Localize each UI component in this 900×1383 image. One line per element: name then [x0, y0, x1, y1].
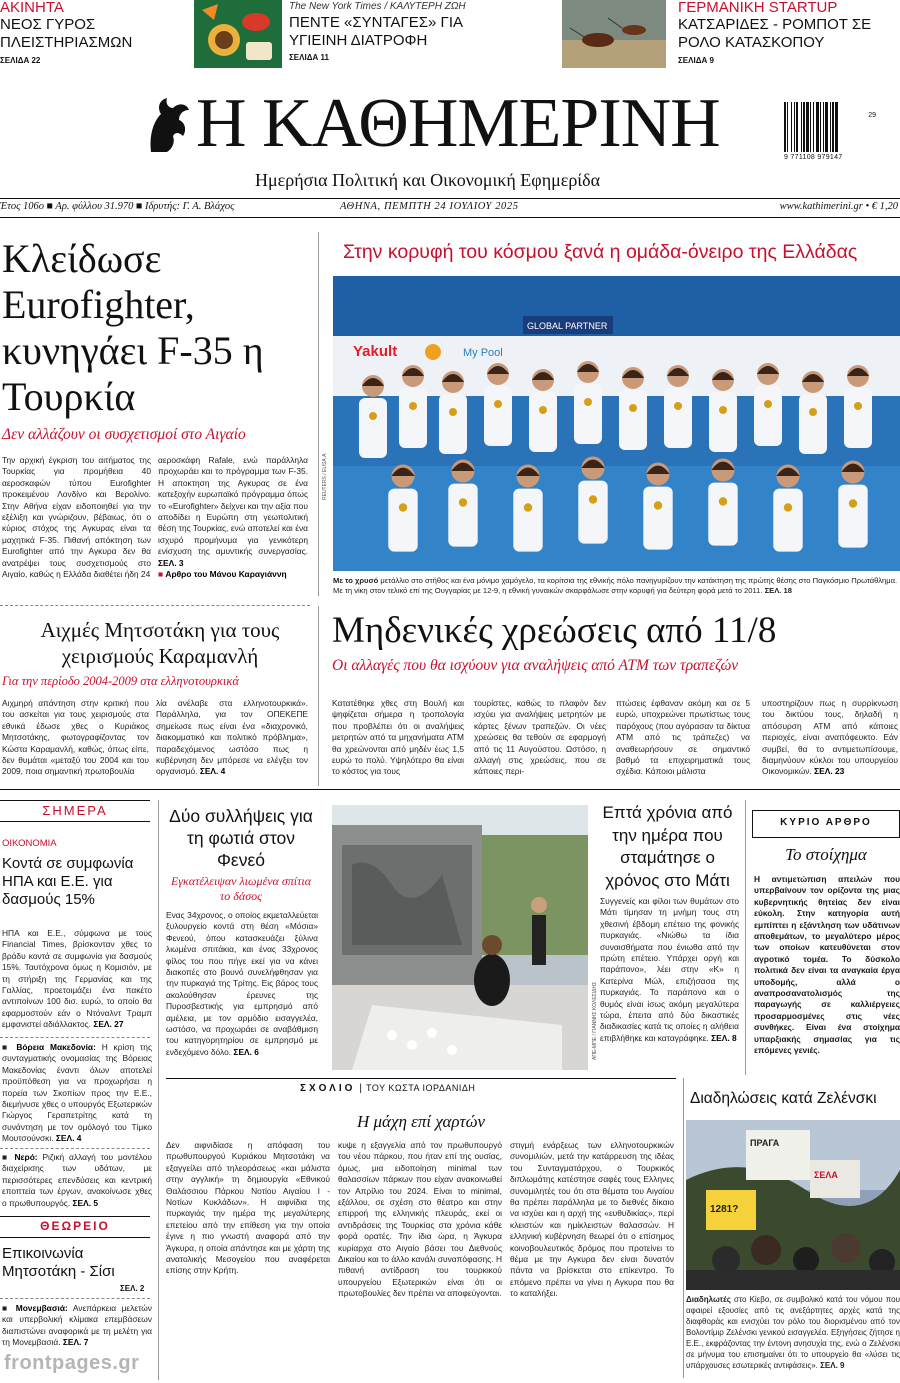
brief-1-lead: Βόρεια Μακεδονία:	[16, 1042, 96, 1052]
today-ref-3[interactable]: ΣΕΛ. 5	[72, 1197, 99, 1208]
kyiv-protest-photo	[686, 1120, 900, 1290]
feneos-deck: Εγκατέλειψαν λιωμένα σπίτια το δάσος	[170, 874, 312, 903]
svg-text:GLOBAL PARTNER: GLOBAL PARTNER	[527, 321, 608, 331]
mati-ref[interactable]: ΣΕΛ. 8	[711, 1032, 737, 1043]
mati-headline[interactable]: Επτά χρόνια από την ημέρα που σταμάτησε ο χρόνος στο Μάτι	[602, 803, 733, 890]
atm-headline[interactable]: Μηδενικές χρεώσεις από 11/8	[332, 610, 777, 651]
atm-col-1	[332, 698, 464, 778]
teaser-kicker: ΑΚΙΝΗΤΑ	[0, 0, 64, 16]
masthead-title: Η ΚΑΘΗΜΕΡΙΝΗ	[196, 85, 720, 162]
lead-deck: Δεν αλλάζουν οι συσχετισμοί στο Αιγαίο	[2, 426, 246, 443]
teaser-page: ΣΕΛΙΔΑ 11	[289, 53, 329, 62]
comment-author: ΤΟΥ ΚΩΣΤΑ ΙΟΡΔΑΝΙΔΗ	[366, 1083, 476, 1093]
editorial-body-text: Η αντιμετώπιση απειλών που υπερβαίνουν τον ορίζοντα της μιας κυβερνητικής θητείας δεν είναι εύκολη. Στην κατηγορία αυτή εμπίπτει η εξάντληση των υδάτινων αποθεμάτων, το μεγαλύτερο μέρος των οποίων κατευθύνεται στον αγροτικό τομέα. Το δύσκολο πολιτικά δεν είναι τα αναγκαία έργα υποδομής, αλλά ο αναπροσανατολισμός της παραγωγής σε καλλιέργειες προσαρμοσμένες στις νέες συνθήκες. Είναι ένα στοίχημα υπαρξιακής σημασίας για τις επόμενες γενιές.	[754, 874, 900, 1056]
brief-2-text: Ριζική αλλαγή του μοντέλου διαχείρισης των υδάτων, με περισσότερες επενδύσεις και κεντρική εποπτεία των έργων, ανακοίνωσε χθες ο πρωθυπουργός.	[2, 1152, 152, 1208]
brief-2-lead: Νερό:	[14, 1152, 38, 1162]
teaser-1[interactable]	[0, 0, 170, 70]
today-brief-1: ■ Βόρεια Μακεδονία: Η κρίση της συνταγματικής ονομασίας της Βόρειας Μακεδονίας έναντι όλων αποτελεί προϋπόθεση για να προχωρήσει η πορεία των Σκοπίων προς την Ε.Ε., διεμήνυσε χθες ο υπουργός Εξωτερικών Γιώργος Γεραπετρίτης κατά τη συνάντηση με τον ομόλογό του Τίμκο Μουτσούνσκι. ΣΕΛ. 4	[2, 1042, 152, 1144]
karamanlis-text-1: Αιχμηρή απάντηση στην κριτική που του ασκείται για τους χειρισμούς στα εθνικά έδωσε χθες ο Κυριάκος Μητσοτάκης, φωτογραφίζοντας τον Κώστα Καραμανλή, καθώς, όπως είπε, δεν θυμάται «μεταξύ του 2004 και του 2009, ποια σημαντική πρωτοβουλία	[2, 698, 149, 776]
barcode-top: 29	[868, 112, 876, 119]
brief-3-lead: Μονεμβασιά:	[15, 1303, 68, 1313]
karamanlis-headline[interactable]: Αιχμές Μητσοτάκη για τους χειρισμούς Καραμανλή	[40, 618, 280, 668]
editorial-headline[interactable]: Το στοίχημα	[785, 845, 867, 864]
teaser-title: ΚΑΤΣΑΡΙΔΕΣ - ΡΟΜΠΟΤ ΣΕ ΡΟΛΟ ΚΑΤΑΣΚΟΠΟΥ	[678, 16, 872, 51]
sign-2: ΣΕΛΑ	[814, 1170, 838, 1180]
mati-memorial-photo	[332, 805, 588, 1070]
barcode	[784, 94, 876, 166]
teaser-2[interactable]	[289, 0, 549, 70]
today-body	[2, 928, 152, 1032]
teaser-page: ΣΕΛΙΔΑ 9	[678, 56, 714, 65]
lead-headline[interactable]: Κλείδωσε Eurofighter, κυνηγάει F-35 η Τουρκία	[2, 236, 264, 419]
dateline	[0, 200, 900, 216]
dateline-date: ΑΘΗΝΑ, ΠΕΜΠΤΗ 24 ΙΟΥΛΙΟΥ 2025	[340, 201, 519, 212]
sign-1: ΠΡΑΓΑ	[750, 1138, 780, 1148]
karamanlis-col-1	[2, 698, 149, 776]
comment-col-2	[338, 1140, 502, 1380]
comment-headline[interactable]: Η μάχη επί χαρτών	[356, 1112, 486, 1131]
caption-text: μετάλλιο στο στήθος και ένα μόνιμο χαμόγελο, τα κορίτσια της εθνικής πόλο πανηγυρίζουν την κατάκτηση της πρώτης θέσης στο Παγκόσμιο Πρωτάθλημα. Με τη νίκη στον τελικό επί της Ουγγαρίας με 12-9, η εθνική γυναικών σκαρφάλωσε στην κορυφή για δεύτερη φορά μετά το 2011.	[333, 576, 898, 595]
today-body-text: ΗΠΑ και Ε.Ε., σύμφωνα με τους Financial Times, βρίσκονταν χθες το βράδυ κοντά σε συμφωνία για δασμούς 15%. Ταυτόχρονα όμως η Κομισιόν, με τη στήριξη της Γερμανίας και της Γαλλίας, προετοιμάζει ένα πακέτο αντιποίνων 100 δισ. ευρώ, το οποίο θα εφαρμοστούν εάν ο Ντόναλντ Τραμπ εμφανιστεί αδιάλλακτος.	[2, 928, 152, 1030]
comment-col-3	[510, 1140, 674, 1380]
atm-text-1: Κατατέθηκε χθες στη Βουλή και ψηφίζεται σήμερα η τροπολογία που προβλέπει ότι οι αναλήψεις μετρητών από τα μηχανήματα ATM θα χρεώνονται από μηδέν έως 1,5 ευρώ το πολύ. Υψηλότερο θα είναι το κόστος για τους	[332, 698, 464, 777]
karamanlis-text-2: λία ανέλαβε στα ελληνοτουρκικά». Παράλληλα, για τον ΟΠΕΚΕΠΕ σημείωσε πως είναι ένα «διαχρονικό, διακομματικό και πολιτικό πρόβλημα», παραδεχόμενος ωστόσο πως η κυβέρνηση δεν μπόρεσε να ελέγξει τον οργανισμό.	[156, 698, 308, 776]
brief-1-text: Η κρίση της συνταγματικής ονομασίας της Βόρειας Μακεδονίας έναντι όλων αποτελεί προϋπόθεση για να προχωρήσει η πορεία των Σκοπίων προς την Ε.Ε., διεμήνυσε χθες ο υπουργός Εξωτερικών Γιώργος Γεραπετρίτης κατά τη συνάντηση με τον ομόλογό του Τίμκο Μουτσούνσκι.	[2, 1042, 152, 1144]
editorial-body	[754, 874, 900, 1070]
atm-text-4: υποστηρίζουν πως η συρρίκνωση του δικτύου τους, δηλαδή η απόσυρση ATM από κάποιες περιοχές, είναι αναπόφευκτο. Εάν συμβεί, θα το αντιμετωπίσουμε, διαμηνύουν κύκλοι του υπουργείου Οικονομικών.	[762, 698, 898, 777]
zelensky-caption	[686, 1294, 900, 1371]
lead-ref[interactable]: ΣΕΛ. 3	[158, 557, 184, 568]
mati-body	[600, 896, 739, 1068]
lead-text-2: αεροσκάφη Rafale, ενώ παράλληλα προχωράει και το πρόγραμμα των F-35. Η αποκτηση της Αγκυρας σε ένα κατεξοχήν ευρωπαϊκό πρόγραμμα όπως το «Eurofighter» δείχνει και την αξία που αποδίδει η Ευρώπη στη γεωπολιτική θέση της Τουρκίας, ενώ αποτελεί και ένα ισχυρό προμήνυμα για γενικότερη ενίσχυση της αμυντικής συνεργασίας.	[158, 455, 308, 557]
photo-caption	[333, 576, 900, 596]
today-label: ΣΗΜΕΡΑ	[42, 803, 108, 818]
comment-label: ΣΧΟΛΙΟ	[300, 1083, 356, 1094]
teaser-kicker: The New York Times / ΚΑΛΥΤΕΡΗ ΖΩΗ	[289, 1, 466, 12]
mati-body-text: Συγγενείς και φίλοι των θυμάτων στο Μάτι τίμησαν τη μνήμη τους στη χθεσινή έβδομη επέτειο της φονικής πυρκαγιάς. «Νιώθω τα ίδια συναισθήματα που ένιωθα από την πρώτη επέτειο. Υπάρχει οργή και παράπονο», λέει στην «Κ» η Κατερίνα Μώλ, επιζήσασα της πυρκαγιάς. Το παράπονο και ο θυμός είναι ίσως ακόμη μεγαλύτερα τώρα, έπειτα από δύο δικαστικές διαδικασίες κατά τις οποίες η αλήθεια επιβλήθηκε και καταγράφηκε.	[600, 896, 739, 1043]
masthead-logo-icon	[143, 92, 191, 156]
today-headline[interactable]: Κοντά σε συμφωνία ΗΠΑ και Ε.Ε. για δασμούς 15%	[2, 855, 134, 908]
feneos-ref[interactable]: ΣΕΛ. 6	[233, 1046, 259, 1057]
zelensky-caption-lead: Διαδηλωτές	[686, 1295, 731, 1304]
theory-headline[interactable]: Επικοινωνία Μητσοτάκη - Σίσι	[2, 1245, 115, 1280]
atm-text-2: τουρίστες, καθώς το πλαφόν δεν ισχύει για αναλήψεις μετρητών με κάρτες ξένων τραπεζών. Οι νέες χρεώσεις θα τεθούν σε εφαρμογή από τις 11 Αυγούστου. Ωστόσο, η αλλαγή στις χρεώσεις, που σε κάποιες περι-	[474, 698, 606, 777]
dateline-price: www.kathimerini.gr • € 1,20	[779, 201, 898, 212]
theory-label: ΘΕΩΡΕΙΟ	[40, 1219, 110, 1233]
barcode-number: 9 771108 979147	[784, 154, 843, 161]
mati-photo-credit: ΑΠΕ-ΜΠΕ / ΓΙΑΝΝΗΣ ΚΟΛΕΣΙΔΗΣ	[592, 981, 598, 1060]
today-brief-2: ■ Νερό: Ριζική αλλαγή του μοντέλου διαχείρισης των υδάτων, με περισσότερες επενδύσεις και κεντρική εποπτεία των έργων, ανακοίνωσε χθες ο πρωθυπουργός. ΣΕΛ. 5	[2, 1152, 152, 1208]
today-ref-2[interactable]: ΣΕΛ. 4	[55, 1133, 82, 1144]
lead-col-1	[2, 455, 151, 587]
sign-3: 1281?	[710, 1204, 739, 1215]
today-ref-1[interactable]: ΣΕΛ. 27	[93, 1019, 124, 1030]
atm-deck: Οι αλλαγές που θα ισχύουν για αναλήψεις από ΑΤΜ των τραπεζών	[332, 657, 739, 674]
karamanlis-ref[interactable]: ΣΕΛ. 4	[199, 766, 226, 776]
caption-ref[interactable]: ΣΕΛ. 18	[764, 586, 792, 595]
comment-text-3: στιγμή ενάρξεως των ελληνοτουρκικών συνομιλιών, μετά την κατάρρευση της ιδέας του Συνταγματάρχου, ο Τουρκικός διπλωμάτης κατέστησε σαφές τους Ελληνες συνομιλητές του ότι στα θέματα του Αιγαίου θα πρέπει παράλληλα με το διεθνές δίκαιο να ισχύει και η αρχή της «ευθυδικίας», περί κλειστών και ημίκλειστων θαλασσών. Η ελληνική κυβέρνηση θεωρεί ότι ο επίσημος κοινοβουλευτικός δρόμος που προτείνει το θέμα με την Αγκυρα δεν είναι δυνατόν πάντα να βρίσκεται στο επίκεντρο. Το επόμενο πρέπει να γίνει η Αγκυρα που θα το καταλήξει.	[510, 1140, 674, 1299]
comment-text-1: Δεν αιφνιδίασε η απόφαση του πρωθυπουργού Κυριάκου Μητσοτάκη να εξαγγείλει από τηλεοράσεως «και μάλιστα στην αγγλική» τη δημιουργία «Εθνικού Θαλάσσιου Πάρκου Νοτίου Αιγαίου Ι - Νοτίων Κυκλάδων». Η αιφνίδια της πυρκαγιάς την ημέρα της μεγαλύτερης επετείου από την επίθεση για την οποία έγινε η πιο γνωστή αναφορά από την Άγκυρα, η οποία απάντησε και με χάρτη της ανατολικής Μεσογείου που αναφέρεται επίσης στην Κρήτη.	[166, 1140, 330, 1276]
teaser-page: ΣΕΛΙΔΑ 22	[0, 56, 41, 65]
teaser-image-roaches	[562, 0, 666, 68]
zelensky-caption-text: στο Κίεβο, σε συμβολικό κατά του νόμου που αφαιρεί εξουσίες από τις ανεξάρτητες αρχές κατά της διαφθοράς και ενισχύει τον ρόλο του διορισμένου από τον Βολοντίμιρ Ζελένσκι γενικού εισαγγελέα. Εξηγήσεις ζήτησε η Ε.Ε., εκφράζοντας την έντονη ανησυχία της, ενώ ο Ζελένσκι σε μήνυμα του επισημαίνει ότι το υπουργείο θα «λύσει τις υπάρχουσες εσωτερικές αντιφάσεις».	[686, 1295, 900, 1370]
dateline-issue: Έτος 106ο ■ Αρ. φύλλου 31.970 ■ Ιδρυτής: Γ. Α. Βλάχος	[0, 201, 235, 212]
atm-ref[interactable]: ΣΕΛ. 23	[814, 766, 845, 777]
watermark: frontpages.gr	[4, 1352, 140, 1374]
atm-col-2	[474, 698, 606, 778]
karamanlis-col-2	[156, 698, 308, 776]
today-section: ΟΙΚΟΝΟΜΙΑ	[2, 838, 57, 849]
svg-text:My Pool: My Pool	[463, 347, 503, 359]
teaser-image-food	[194, 0, 282, 68]
feneos-headline[interactable]: Δύο συλλήψεις για τη φωτιά στον Φενεό	[169, 806, 313, 870]
caption-lead: Με το χρυσό	[333, 576, 379, 585]
feneos-body-text: Ενας 34χρονος, ο οποίος εκμεταλλεύεται ξυλουργείο κοντά στη θέση «Μόσια» Φενεού, όπου κατασκευάζει ξύλινα λιωμένα σπιτάκια, και ένας 33χρονος φίλος του που πήγε εκεί για να κάνει διακοπές στο βουνό συνελήφθησαν για την πυρκαγιά της Τρίτης. Εις βάρος τους ακολούθησαν έρευνες της Πυροσβεστικής για εμπρησμό από αμέλεια, με τον αρμόδιο εισαγγελέα, ωστόσο, να προχωράει σε αναβάθμιση του κατηγορητηρίου σε εμπρησμό με ενδεχόμενο δόλο.	[166, 910, 318, 1057]
lead-text-1: Την αρχική έγκριση του αιτήματος της Τουρκίας για προμήθεια 40 αεροσκαφών τύπου Eurofighter προκειμένου Λονδίνο και Βερολίνο. Στην Αθήνα είχαν ειδοποιηθεί για την εξέλιξη και γνώριζουν, βέβαιως, ότι ο κύριος στόχος της Αγκυρας είναι τα μαχητικά F-35. Πιθανή απόκτηση των Eurofighter από την Αγκυρα δεν θα ανατρέψει τους συσχετισμούς στο Αιγαίο, καθώς η Ελλάδα διαθέτει ήδη 24	[2, 455, 151, 580]
comment-text-2: κυψε η εξαγγελία από τον πρωθυπουργό του νέου πάρκου, που ήταν επί της ουσίας, όμως, μια ειδοποίηση minimal των θαλασσίων πάρκων που είχαν ανακοινωθεί τον Απρίλιο του 2024. Είναι το minimal, εξάλλου, σε σχέση στο θέατρο και στην επιρροή της ελληνικής πλευράς, εκεί οι αντιδράσεις της Τουρκίας στα χρόνια κάθε φορά ορατές. Την ίδια ώρα, η Άγκυρα κυρίαρχα στο Αιγαίο βάσει του Διεθνούς Δικαίου και το άλλο κανάλι συναπόφασης. Η πιθανή αντίδραση του τουρκικού υπουργείου Εξωτερικών είναι ότι οι πρωτοβουλίες δεν πρέπει να αποφεύγονται.	[338, 1140, 502, 1299]
editorial-label: ΚΥΡΙΟ ΑΡΘΡΟ	[780, 817, 872, 828]
today-brief-3: ■ Μονεμβασιά: Ανεπάρκεια μελετών και υπερβολική κλίμακα επεμβάσεων διαπιστώνει αναφορικά με τη μελέτη για τη Μονεμβασιά. ΣΕΛ. 7	[2, 1303, 152, 1348]
today-ref-4[interactable]: ΣΕΛ. 7	[62, 1337, 89, 1348]
lead-author: Αρθρο του Μάνου Καραγιάννη	[165, 569, 287, 580]
teaser-kicker: ΓΕΡΜΑΝΙΚΗ STARTUP	[678, 0, 838, 16]
photo-headline[interactable]: Στην κορυφή του κόσμου ξανά η ομάδα-όνειρο της Ελλάδας	[343, 241, 858, 263]
theory-ref[interactable]: ΣΕΛ. 2	[120, 1284, 145, 1293]
photo-credit: REUTERS / EUSA.A	[322, 453, 328, 500]
brief-3-text: Ανεπάρκεια μελετών και υπερβολική κλίμακα επεμβάσεων διαπιστώνει αναφορικά με τη μελέτη για τη Μονεμβασιά.	[2, 1303, 152, 1348]
teaser-title: ΝΕΟΣ ΓΥΡΟΣ ΠΛΕΙΣΤΗΡΙΑΣΜΩΝ	[0, 16, 133, 51]
feneos-body	[166, 910, 318, 1066]
teaser-3[interactable]	[678, 0, 900, 70]
lead-col-2: αεροσκάφη Rafale, ενώ παράλληλα προχωράει και το πρόγραμμα των F-35. Η αποκτηση της Αγκυρας σε ένα κατεξοχήν ευρωπαϊκό πρόγραμμα όπως το «Eurofighter» δείχνει και την αξία που αποδίδει η Ευρώπη στη γεωπολιτική θέση της Τουρκίας, ενώ αποτελεί και ένα ισχυρό προμήνυμα για γενικότερη ενίσχυση της αμυντικής συνεργασίας. ΣΕΛ. 3 ■ Αρθρο του Μάνου Καραγιάννη	[158, 455, 308, 580]
comment-col-1	[166, 1140, 330, 1380]
waterpolo-photo	[333, 276, 900, 571]
karamanlis-deck: Για την περίοδο 2004-2009 στα ελληνοτουρκικά	[2, 674, 239, 688]
svg-text:Yakult: Yakult	[353, 343, 398, 360]
zelensky-ref[interactable]: ΣΕΛ. 9	[820, 1361, 845, 1370]
zelensky-headline[interactable]: Διαδηλώσεις κατά Ζελένσκι	[690, 1090, 877, 1107]
atm-text-3: πτώσεις έφθαναν ακόμη και σε 5 ευρώ, υποχρεώνει πρωτίστως τους παρόχους (που αγόρασαν τα δίκτυα ATM από τις τράπεζες) να αναθεωρήσουν σε σημαντικό βαθμό τα επιχειρηματικά τους σχέδια. Κάποιοι μάλιστα	[616, 698, 750, 777]
teaser-title: ΠΕΝΤΕ «ΣΥΝΤΑΓΕΣ» ΓΙΑ ΥΓΙΕΙΝΗ ΔΙΑΤΡΟΦΗ	[289, 14, 463, 49]
atm-col-4	[762, 698, 898, 778]
atm-col-3	[616, 698, 750, 778]
masthead-subtitle: Ημερήσια Πολιτική και Οικονομική Εφημερίδα	[255, 170, 601, 190]
comment-header: ΣΧΟΛΙΟ | ΤΟΥ ΚΩΣΤΑ ΙΟΡΔΑΝΙΔΗ	[300, 1083, 476, 1094]
